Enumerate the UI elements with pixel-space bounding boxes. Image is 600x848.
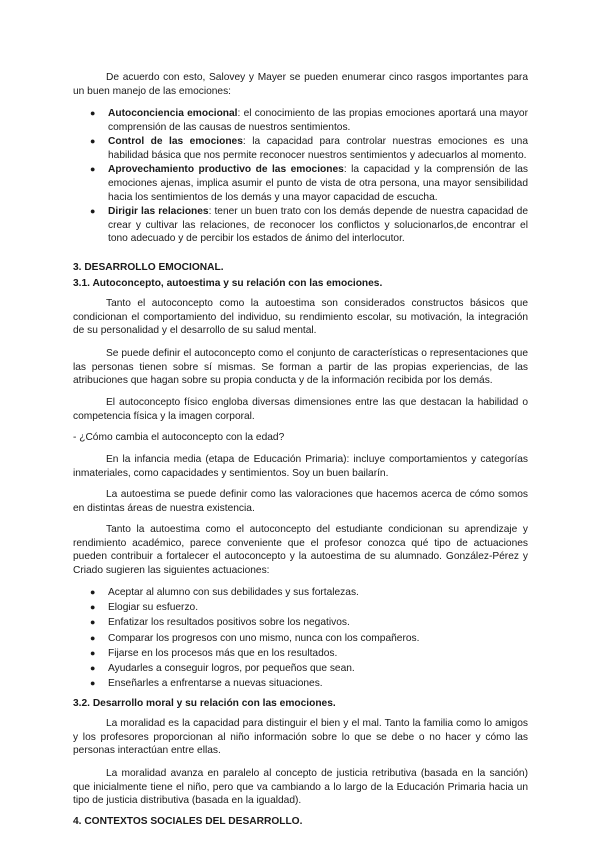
list-item (73, 205, 528, 246)
bullet-icon: ● (90, 587, 96, 597)
trait-term: Aprovechamiento productivo de las emociones (108, 164, 344, 176)
traits-list (73, 107, 528, 246)
list-item (73, 616, 528, 630)
bullet-icon: ● (90, 647, 96, 658)
bullet-icon: ● (90, 617, 96, 628)
paragraph-moralidad: La moralidad es la capacidad para distinguir el bien y el mal. Tanto la familia como lo amigos y los profesores proporcionan al niño información sobre lo que se debe o no hacer y cómo las personas interactúan entre ellas. (73, 718, 528, 757)
action-text: Comparar los progresos con uno mismo, nunca con los compañeros. (108, 632, 420, 644)
intro-paragraph: De acuerdo con esto, Salovey y Mayer se pueden enumerar cinco rasgos importantes para un buen manejo de las emociones: (73, 72, 528, 97)
trait-text: : la capacidad para controlar nuestras emociones es una habilidad básica que nos permite reconocer nuestros sentimientos y adecuarlos al momento. (108, 136, 528, 161)
bullet-icon: ● (90, 678, 96, 689)
action-text: Aceptar al alumno con sus debilidades y sus fortalezas. (108, 587, 359, 598)
section-3-heading: 3. DESARROLLO EMOCIONAL. (73, 262, 224, 273)
trait-text: : tener un buen trato con los demás depende de nuestra capacidad de crear y cultivar las relaciones, de reconocer los conflictos y solucionarlos,de encontrar el tono adecuado y de percibir los estados de ánimo del interlocutor. (108, 206, 529, 245)
trait-term: Autoconciencia emocional (108, 108, 238, 119)
list-item (73, 601, 528, 615)
paragraph-autoconcepto-fisico: El autoconcepto físico engloba diversas dimensiones entre las que destacan la habilidad o competencia física y la imagen corporal. (73, 397, 528, 422)
bullet-icon: ● (90, 602, 96, 613)
action-text: Enfatizar los resultados positivos sobre los negativos. (108, 617, 350, 629)
list-item (73, 107, 528, 134)
actions-list (73, 586, 528, 691)
paragraph-infancia: En la infancia media (etapa de Educación Primaria): incluye comportamientos y categorías inmateriales, como capacidades y sentimientos. Soy un buen bailarín. (73, 454, 528, 479)
action-text: Enseñarles a enfrentarse a nuevas situaciones. (108, 678, 323, 690)
section-3-2-heading: 3.2. Desarrollo moral y su relación con las emociones. (73, 698, 336, 709)
list-item (73, 647, 528, 661)
paragraph-aprendizaje: Tanto la autoestima como el autoconcepto del estudiante condicionan su aprendizaje y rendimiento académico, parece conveniente que el profesor conozca qué tipo de actuaciones pueden contribuir a fortalecer el autoconcepto y la autoestima de su alumnado. González-Pérez y Criado sugieren las siguientes actuaciones: (73, 524, 528, 576)
paragraph-autoestima: La autoestima se puede definir como las valoraciones que hacemos acerca de cómo somos en distintas áreas de nuestra existencia. (73, 489, 528, 514)
action-text: Ayudarles a conseguir logros, por pequeños que sean. (108, 662, 355, 674)
list-item (73, 677, 528, 691)
paragraph-justicia: La moralidad avanza en paralelo al concepto de justicia retributiva (basada en la sanción) que inicialmente tiene el niño, pero que va cambiando a lo largo de la Educación Primaria hacia un tipo de justicia distributiva (basada en la igualdad). (73, 768, 528, 807)
section-3-1-heading: 3.1. Autoconcepto, autoestima y su relación con las emociones. (73, 278, 383, 289)
trait-term: Control de las emociones (108, 136, 243, 148)
trait-text: : la capacidad y la comprensión de las emociones ajenas, implica asumir el punto de vista de otra persona, una mayor sensibilidad hacia los sentimientos de los demás y una mayor capacidad de escucha. (108, 164, 528, 203)
list-item (73, 163, 528, 204)
paragraph-constructos: Tanto el autoconcepto como la autoestima son considerados constructos básicos que condicionan el comportamiento del individuo, su rendimiento escolar, su motivación, la integración de su personalidad y el desarrollo de su salud mental. (73, 298, 528, 337)
list-item (73, 632, 528, 646)
bullet-icon: ● (90, 108, 96, 118)
bullet-icon: ● (90, 632, 96, 643)
trait-text: : el conocimiento de las propias emociones aportará una mayor comprensión de las causas de nuestros sentimientos. (108, 108, 528, 133)
list-item (73, 662, 528, 676)
bullet-icon: ● (90, 206, 96, 217)
list-item (73, 135, 528, 162)
bullet-icon: ● (90, 164, 96, 175)
bullet-icon: ● (90, 136, 96, 147)
section-4-heading: 4. CONTEXTOS SOCIALES DEL DESARROLLO. (73, 816, 303, 827)
list-item (73, 586, 528, 600)
action-text: Fijarse en los procesos más que en los resultados. (108, 647, 338, 659)
paragraph-definir-autoconcepto: Se puede definir el autoconcepto como el conjunto de características o representaciones que las personas tienen sobre sí mismas. Se forman a partir de las propias experiencias, de las atribuciones que hagan sobre su propia conducta y de la información recibida por los demás. (73, 348, 528, 387)
trait-term: Dirigir las relaciones (108, 206, 209, 218)
action-text: Elogiar su esfuerzo. (108, 602, 199, 614)
question-line: - ¿Cómo cambia el autoconcepto con la edad? (73, 432, 285, 443)
bullet-icon: ● (90, 662, 96, 673)
